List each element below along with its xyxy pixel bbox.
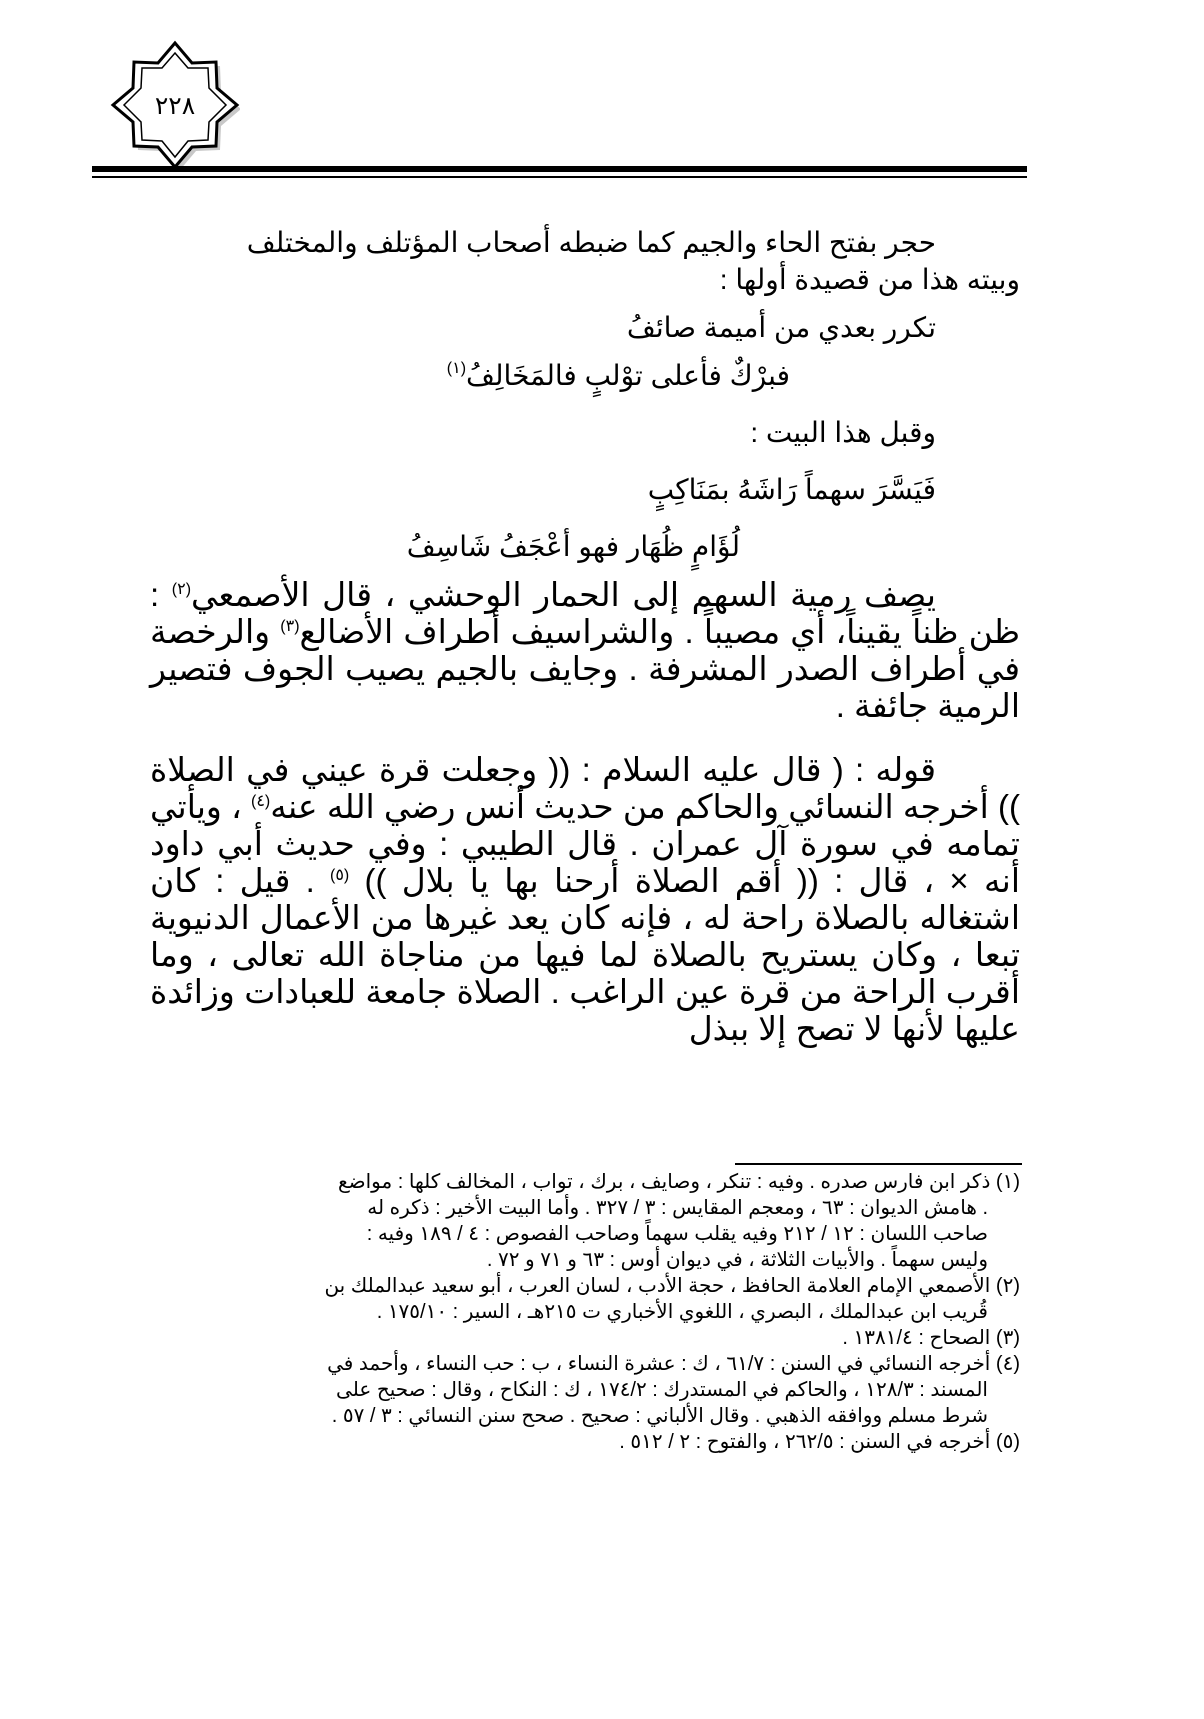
paragraph <box>150 576 1020 724</box>
paragraph <box>150 751 1020 1047</box>
footnote-line: (٥) أخرجه في السنن : ٢٦٢/٥ ، والفتوح : ٢ / ٥١٢ . <box>619 1431 1020 1453</box>
footnote-line: (٢) الأصمعي الإمام العلامة الحافظ ، حجة الأدب ، لسان العرب ، أبو سعيد عبدالملك بن <box>324 1275 1020 1297</box>
paragraph-text: والرخصة في أطراف الصدر المشرفة . وجايف بالجيم يصيب الجوف فتصير الرمية جائفة . <box>150 613 1020 724</box>
body-line: وبيته هذا من قصيدة أولها : <box>719 264 1020 295</box>
page-number: ٢٢٨ <box>154 92 196 120</box>
verse-line: تكرر بعدي من أميمة صائفُ <box>626 312 936 343</box>
header-rule-thick <box>92 166 1027 172</box>
footnote-line: شرط مسلم ووافقه الذهبي . وقال الألباني : صحيح . صحح سنن النسائي : ٣ / ٥٧ . <box>331 1405 988 1427</box>
footnote-line: . هامش الديوان : ٦٣ ، ومعجم المقايس : ٣ / ٣٢٧ . وأما البيت الأخير : ذكره له <box>367 1197 988 1219</box>
footnote-ref: (٢) <box>171 581 192 598</box>
footnote-line: المسند : ١٢٨/٣ ، والحاكم في المستدرك : ١٧٤/٢ ، ك : النكاح ، وقال : صحيح على <box>336 1379 988 1401</box>
footnote-ref: (١) <box>446 360 467 377</box>
paragraph-text: : ظن ظناً يقيناً، أي مصيباً . والشراسيف أطراف الأضالع <box>150 576 1020 650</box>
verse-text: فبرْكٌ فأعلى توْلبٍ فالمَخَالِفُ <box>466 360 790 391</box>
page-number-badge <box>110 40 240 170</box>
verse-line <box>150 357 1020 394</box>
paragraph-text: . قيل : كان اشتغاله بالصلاة راحة له ، فإنه كان يعد غيرها من الأعمال الدنيوية تبعا ، وكان يستريح بالصلاة لما فيها من مناجاة الله تعالى ، وما أقرب الراحة من قرة عين الراغب . الصلاة جامعة للعبادات وزائدة عليها لأنها لا تصح إلا ببذل <box>150 862 1020 1047</box>
header-rule-thin <box>92 176 1027 178</box>
paragraph-text: ، ويأتي تمامه في سورة آل عمران . قال الطيبي : وفي حديث أبي داود أنه × ، قال : (( أقم الصلاة أرحنا بها يا بلال )) <box>150 788 1020 899</box>
footnote-line: (٤) أخرجه النسائي في السنن : ٦١/٧ ، ك : عشرة النساء ، ب : حب النساء ، وأحمد في <box>327 1353 1020 1375</box>
footnote-ref: (٤) <box>251 793 271 810</box>
footnote-line: وليس سهماً . والأبيات الثلاثة ، في ديوان أوس : ٦٣ و ٧١ و ٧٢ . <box>486 1249 988 1271</box>
footnote-line: صاحب اللسان : ١٢ / ٢١٢ وفيه يقلب سهماً وصاحب الفصوص : ٤ / ١٨٩ وفيه : <box>366 1223 988 1245</box>
main-text <box>150 224 1020 1047</box>
paragraph-text: يصف رمية السهم إلى الحمار الوحشي ، قال الأصمعي <box>191 576 936 613</box>
paragraph-text: قوله : ( قال عليه السلام : (( وجعلت قرة عيني في الصلاة )) أخرجه النسائي والحاكم من حديث أنس رضي الله عنه <box>150 751 1020 825</box>
verse-line: لُؤَامٍ ظُهَار فهو أعْجَفُ شَاسِفُ <box>406 531 740 562</box>
footnote-separator <box>735 1163 1022 1165</box>
footnote-line: (٣) الصحاح : ١٣٨١/٤ . <box>842 1327 1020 1349</box>
body-line: حجر بفتح الحاء والجيم كما ضبطه أصحاب المؤتلف والمختلف <box>246 227 936 258</box>
footnote-line: (١) ذكر ابن فارس صدره . وفيه : تنكر ، وصايف ، برك ، تواب ، المخالف كلها : مواضع <box>337 1171 1020 1193</box>
footnotes <box>150 1169 1020 1455</box>
footnote-line: قُريب ابن عبدالملك ، البصري ، اللغوي الأخباري ت ٢١٥هـ ، السير : ١٧٥/١٠ . <box>376 1301 988 1323</box>
footnote-ref: (٣) <box>280 618 300 635</box>
verse-intro: وقبل هذا البيت : <box>750 417 936 448</box>
verse-line: فَيَسَّرَ سهماً رَاشَهُ بمَنَاكِبٍ <box>647 474 936 505</box>
footnote-ref: (٥) <box>330 867 350 884</box>
